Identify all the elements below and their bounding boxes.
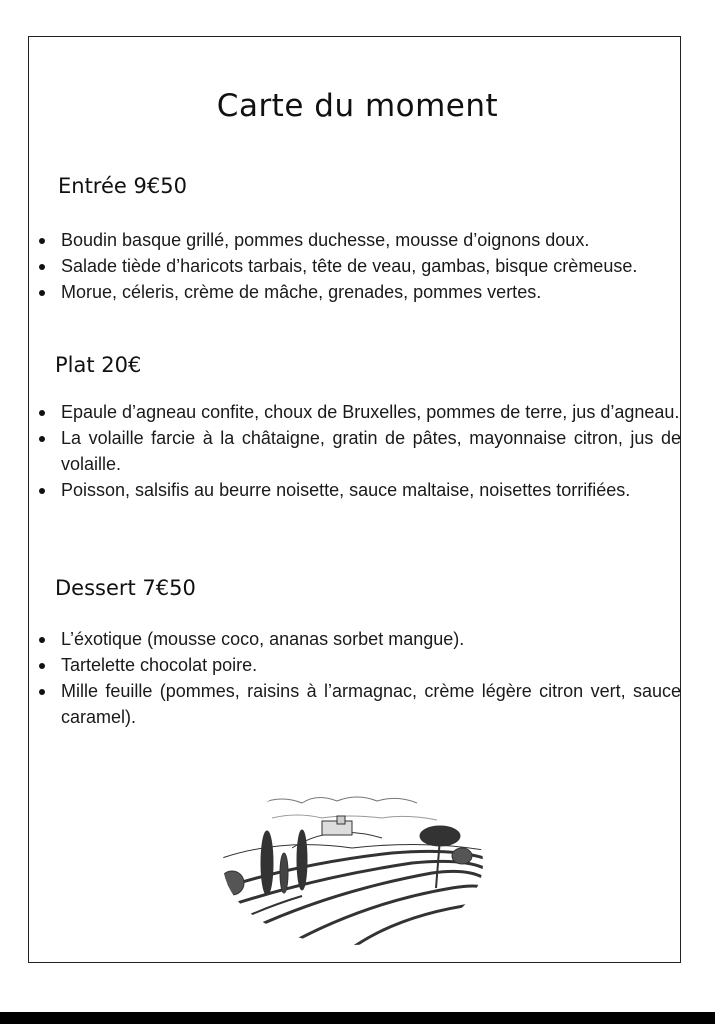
list-item [36,425,681,477]
entree-list [36,227,681,305]
list-item [36,399,681,425]
list-item [36,652,681,678]
item-text: Salade tiède d’haricots tarbais, tête de veau, gambas, bisque crèmeuse. [61,256,638,276]
list-item [36,477,681,503]
bullet-icon [39,637,45,643]
bottom-bar [0,1012,715,1024]
item-text: Mille feuille (pommes, raisins à l’armagnac, crème légère citron vert, sauce caramel). [61,681,681,727]
item-text: L’éxotique (mousse coco, ananas sorbet mangue). [61,629,465,649]
list-item [36,227,681,253]
plat-list [36,399,681,503]
vineyard-illustration [222,778,484,948]
bullet-icon [39,436,45,442]
section-heading-dessert: Dessert 7€50 [55,576,196,600]
dessert-list [36,626,681,730]
list-item [36,279,681,305]
bullet-icon [39,238,45,244]
item-text: La volaille farcie à la châtaigne, gratin de pâtes, mayonnaise citron, jus de volaille. [61,428,681,474]
section-heading-entree: Entrée 9€50 [58,174,187,198]
list-item [36,253,681,279]
list-item [36,678,681,730]
item-text: Poisson, salsifis au beurre noisette, sauce maltaise, noisettes torrifiées. [61,480,631,500]
bullet-icon [39,488,45,494]
bullet-icon [39,410,45,416]
list-item [36,626,681,652]
item-text: Tartelette chocolat poire. [61,655,258,675]
bullet-icon [39,689,45,695]
bullet-icon [39,264,45,270]
item-text: Epaule d’agneau confite, choux de Bruxelles, pommes de terre, jus d’agneau. [61,402,680,422]
item-text: Boudin basque grillé, pommes duchesse, mousse d’oignons doux. [61,230,590,250]
page-title: Carte du moment [216,88,499,124]
bullet-icon [39,663,45,669]
item-text: Morue, céleris, crème de mâche, grenades, pommes vertes. [61,282,542,302]
bullet-icon [39,290,45,296]
section-heading-plat: Plat 20€ [55,353,142,377]
